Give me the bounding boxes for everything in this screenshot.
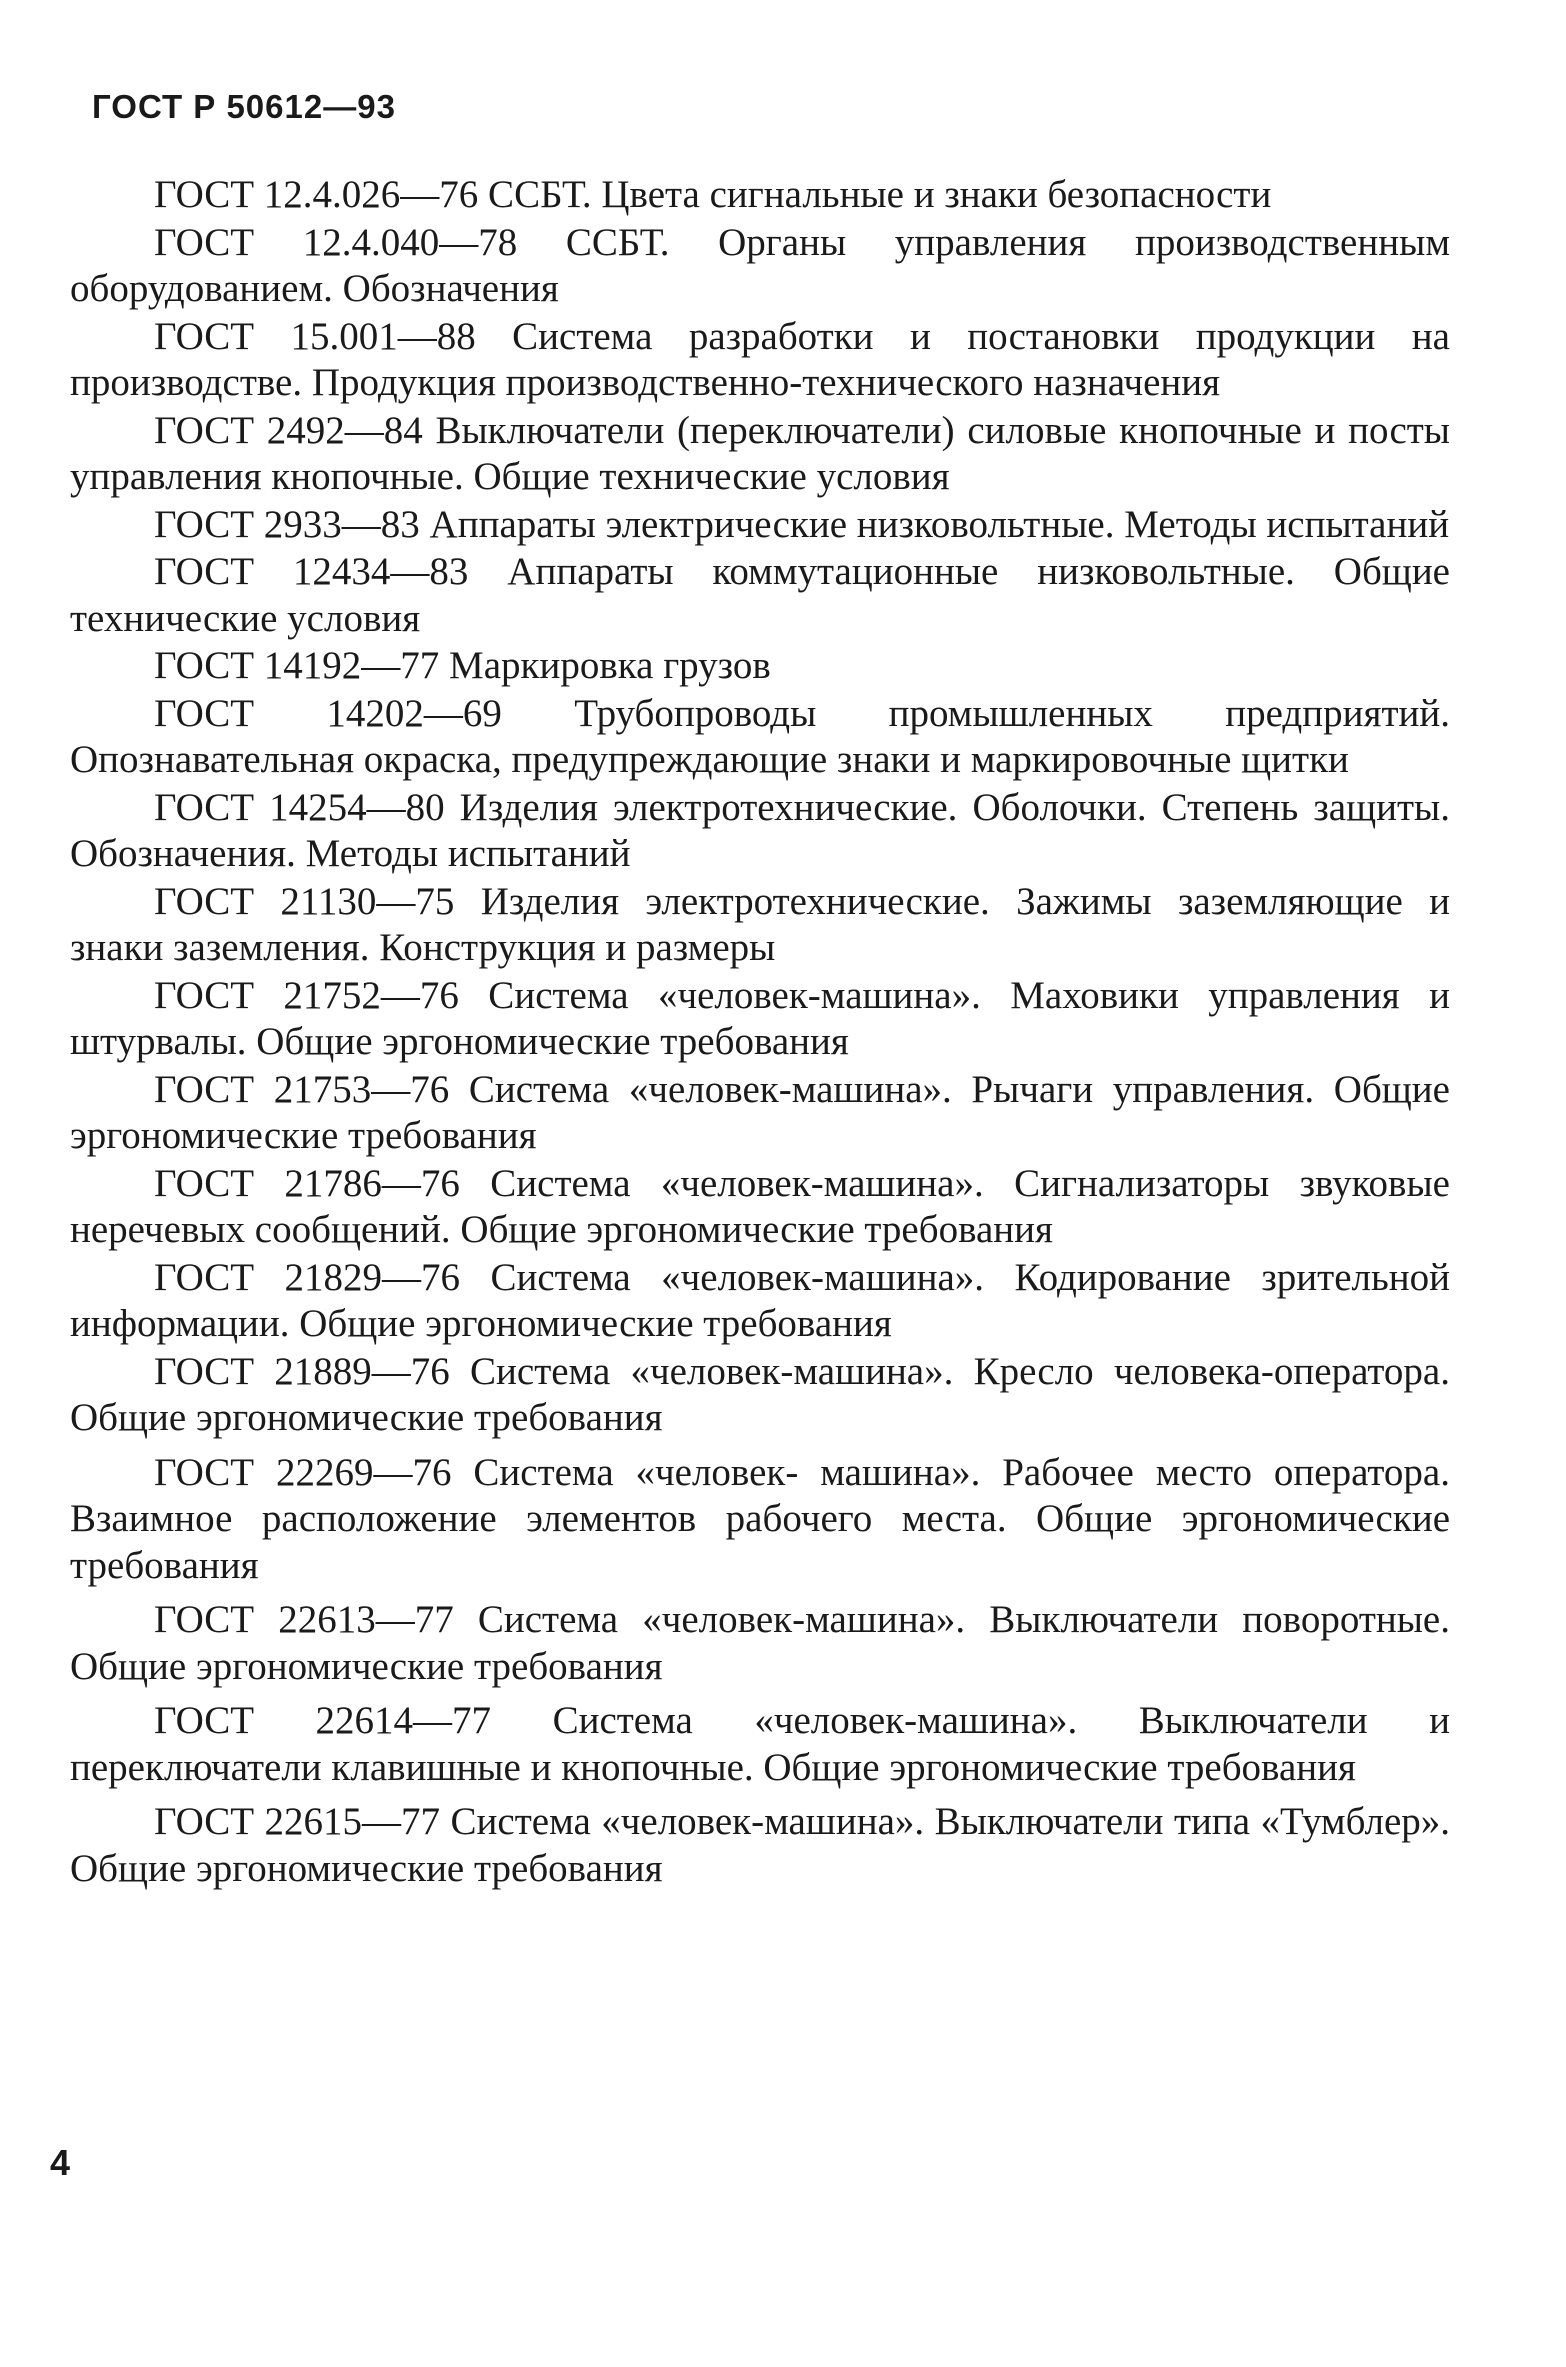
reference-item: ГОСТ 21786—76 Система «человек-машина». Сигнализаторы звуковые неречевых сообщений. Общие эргономические требования [70,1161,1450,1251]
reference-item: ГОСТ 22613—77 Система «человек-машина». Выключатели поворотные. Общие эргономические требования [70,1598,1450,1688]
reference-list [70,172,1450,1893]
page-header: ГОСТ Р 50612—93 [92,88,396,125]
reference-item: ГОСТ 2492—84 Выключатели (переключатели) силовые кнопочные и посты управления кнопочные. Общие технические условия [70,408,1450,498]
reference-item: ГОСТ 21753—76 Система «человек-машина». Рычаги управления. Общие эргономические требования [70,1067,1450,1157]
reference-item: ГОСТ 22614—77 Система «человек-машина». Выключатели и переключатели клавишные и кнопочные. Общие эргономические требования [70,1699,1450,1789]
reference-item: ГОСТ 21752—76 Система «человек-машина». Маховики управления и штурвалы. Общие эргономические требования [70,973,1450,1063]
reference-item: ГОСТ 12.4.026—76 ССБТ. Цвета сигнальные и знаки безопасности [154,173,1272,216]
reference-item: ГОСТ 14192—77 Маркировка грузов [154,644,771,687]
reference-item: ГОСТ 21889—76 Система «человек-машина». Кресло человека-оператора. Общие эргономические требования [70,1349,1450,1439]
reference-item: ГОСТ 14202—69 Трубопроводы промышленных предприятий. Опознавательная окраска, предупреждающие знаки и маркировочные щитки [70,691,1450,781]
reference-item: ГОСТ 12.4.040—78 ССБТ. Органы управления производственным оборудованием. Обозначения [70,220,1450,310]
page-number: 4 [50,2142,71,2183]
reference-item: ГОСТ 12434—83 Аппараты коммутационные низковольтные. Общие технические условия [70,550,1450,640]
reference-item: ГОСТ 14254—80 Изделия электротехнические. Оболочки. Степень защиты. Обозначения. Методы испытаний [70,785,1450,875]
reference-item: ГОСТ 22615—77 Система «человек-машина». Выключатели типа «Тумблер». Общие эргономические требования [70,1800,1450,1890]
reference-item: ГОСТ 2933—83 Аппараты электрические низковольтные. Методы испытаний [154,502,1450,546]
reference-item: ГОСТ 22269—76 Система «человек- машина». Рабочее место оператора. Взаимное расположение элементов рабочего места. Общие эргономические требования [70,1450,1450,1587]
reference-item: ГОСТ 21829—76 Система «человек-машина». Кодирование зрительной информации. Общие эргономические требования [70,1255,1450,1345]
reference-item: ГОСТ 21130—75 Изделия электротехнические. Зажимы заземляющие и знаки заземления. Конструкция и размеры [70,879,1450,969]
reference-item: ГОСТ 15.001—88 Система разработки и постановки продукции на производстве. Продукция производственно-технического назначения [70,314,1450,404]
